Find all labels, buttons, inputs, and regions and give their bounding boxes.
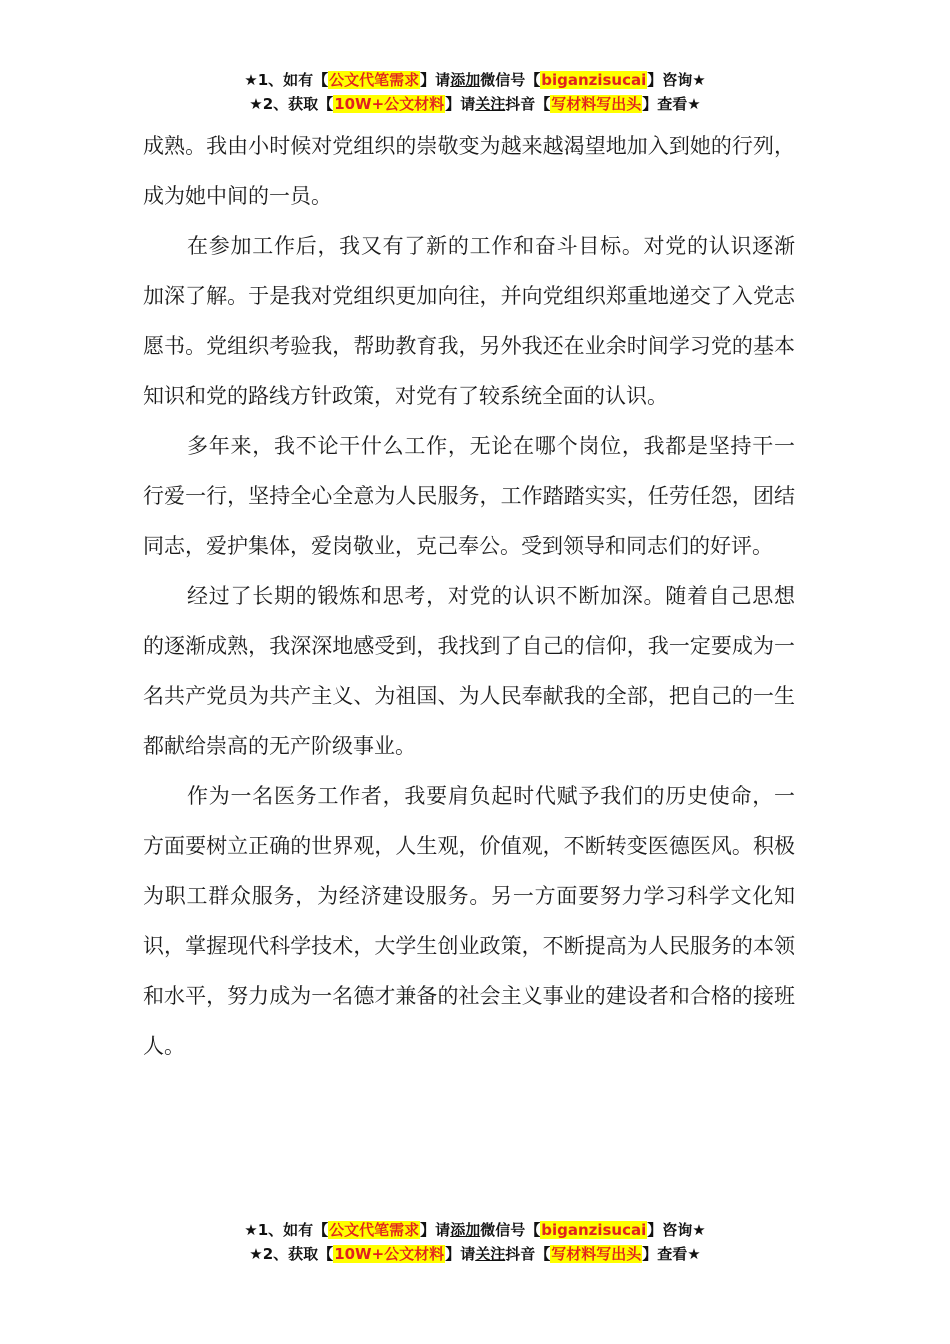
footer-line-1-mid: 】请 <box>420 1221 451 1239</box>
footer-highlight-service: 公文代笔需求 <box>329 1221 420 1239</box>
banner-highlight-douyin-account: 写材料写出头 <box>551 95 642 113</box>
footer-line-2-suffix: 】查看★ <box>642 1245 701 1263</box>
banner-line-2-prefix: ★2、获取【 <box>249 95 334 113</box>
paragraph: 经过了长期的锻炼和思考，对党的认识不断加深。随着自己思想的逐渐成熟，我深深地感受到，我找到了自己的信仰，我一定要成为一名共产党员为共产主义、为祖国、为人民奉献我的全部，把自己的一生都献给崇高的无产阶级事业。 <box>143 584 795 758</box>
footer-line-1-mid2: 微信号【 <box>480 1221 541 1239</box>
footer-highlight-wechat-id: biganzisucai <box>541 1221 647 1239</box>
banner-highlight-materials: 10W+公文材料 <box>334 95 445 113</box>
footer-highlight-materials: 10W+公文材料 <box>334 1245 445 1263</box>
banner-line-2-suffix: 】查看★ <box>642 95 701 113</box>
banner-line-1-suffix: 】咨询★ <box>647 71 706 89</box>
footer-emphasis-follow: 关注 <box>475 1245 506 1263</box>
paragraph: 多年来，我不论干什么工作，无论在哪个岗位，我都是坚持干一行爱一行，坚持全心全意为人民服务，工作踏踏实实，任劳任怨，团结同志，爱护集体，爱岗敬业，克己奉公。受到领导和同志们的好评。 <box>143 434 795 558</box>
banner-line-1 <box>0 68 950 92</box>
paragraph: 作为一名医务工作者，我要肩负起时代赋予我们的历史使命，一方面要树立正确的世界观，人生观，价值观，不断转变医德医风。积极为职工群众服务，为经济建设服务。另一方面要努力学习科学文化知识，掌握现代科学技术，大学生创业政策，不断提高为人民服务的本领和水平，努力成为一名德才兼备的社会主义事业的建设者和合格的接班人。 <box>143 784 795 1058</box>
banner-line-1-prefix: ★1、如有【 <box>244 71 329 89</box>
paragraph-continuation: 成熟。我由小时候对党组织的崇敬变为越来越渴望地加入到她的行列，成为她中间的一员。 <box>143 134 795 208</box>
banner-line-2 <box>0 92 950 116</box>
banner-line-2-mid2: 抖音【 <box>505 95 551 113</box>
footer-line-2-mid2: 抖音【 <box>505 1245 551 1263</box>
paragraph: 在参加工作后，我又有了新的工作和奋斗目标。对党的认识逐渐加深了解。于是我对党组织更加向往，并向党组织郑重地递交了入党志愿书。党组织考验我，帮助教育我，另外我还在业余时间学习党的基本知识和党的路线方针政策，对党有了较系统全面的认识。 <box>143 234 795 408</box>
banner-emphasis-follow: 关注 <box>475 95 506 113</box>
banner-emphasis-add: 添加 <box>450 71 481 89</box>
footer-highlight-douyin-account: 写材料写出头 <box>551 1245 642 1263</box>
banner-line-2-mid: 】请 <box>445 95 476 113</box>
banner-line-1-mid2: 微信号【 <box>480 71 541 89</box>
banner-highlight-wechat-id: biganzisucai <box>541 71 647 89</box>
footer-line-2-mid: 】请 <box>445 1245 476 1263</box>
banner-line-1-mid: 】请 <box>420 71 451 89</box>
footer-banner-line-2 <box>0 1242 950 1266</box>
footer-emphasis-add: 添加 <box>450 1221 481 1239</box>
footer-banner-line-1 <box>0 1218 950 1242</box>
footer-banner <box>0 1218 950 1266</box>
document-body <box>143 121 795 1071</box>
banner-highlight-service: 公文代笔需求 <box>329 71 420 89</box>
footer-line-2-prefix: ★2、获取【 <box>249 1245 334 1263</box>
header-banner <box>0 68 950 116</box>
footer-line-1-prefix: ★1、如有【 <box>244 1221 329 1239</box>
footer-line-1-suffix: 】咨询★ <box>647 1221 706 1239</box>
